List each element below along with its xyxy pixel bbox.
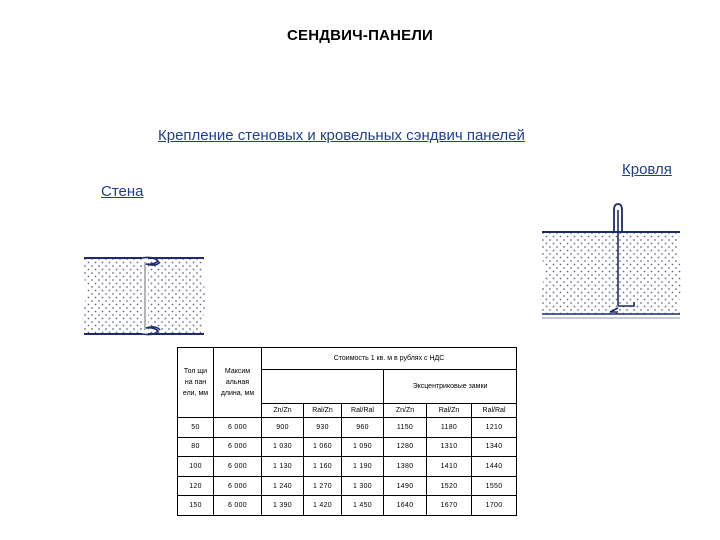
table-cell: 1 300 <box>342 476 384 496</box>
header-thickness: Тол щи на пан ели, мм <box>178 348 214 418</box>
subheader-cell: Ral/Zn <box>427 404 472 418</box>
table-cell: 1380 <box>384 457 427 477</box>
page-title: СЕНДВИЧ-ПАНЕЛИ <box>286 27 434 44</box>
table-cell: 1670 <box>427 496 472 516</box>
table-row <box>178 457 517 477</box>
table-cell: 1150 <box>384 418 427 438</box>
roof-link[interactable]: Кровля <box>622 161 672 178</box>
table-cell: 150 <box>178 496 214 516</box>
table-cell: 1340 <box>472 437 517 457</box>
table-cell: 1280 <box>384 437 427 457</box>
table-cell: 1 190 <box>342 457 384 477</box>
subheader-cell: Ral/Ral <box>472 404 517 418</box>
table-cell: 1 030 <box>262 437 304 457</box>
wall-panel-joint-drawing <box>76 250 212 346</box>
table-cell: 1 060 <box>304 437 342 457</box>
table-cell: 900 <box>262 418 304 438</box>
subheader-cell: Ral/Ral <box>342 404 384 418</box>
table-cell: 1440 <box>472 457 517 477</box>
table-cell: 80 <box>178 437 214 457</box>
table-cell: 100 <box>178 457 214 477</box>
table-cell: 1210 <box>472 418 517 438</box>
table-row <box>178 418 517 438</box>
table-cell: 120 <box>178 476 214 496</box>
subheader-cell: Zn/Zn <box>262 404 304 418</box>
table-cell: 1 160 <box>304 457 342 477</box>
fastening-subtitle-link[interactable]: Крепление стеновых и кровельных сэндвич панелей <box>158 127 525 144</box>
table-cell: 6 000 <box>214 437 262 457</box>
table-cell: 6 000 <box>214 476 262 496</box>
table-cell: 1410 <box>427 457 472 477</box>
table-cell: 930 <box>304 418 342 438</box>
wall-link[interactable]: Стена <box>101 183 144 200</box>
table-cell: 1310 <box>427 437 472 457</box>
table-cell: 1640 <box>384 496 427 516</box>
table-cell: 1 390 <box>262 496 304 516</box>
table-cell: 1 240 <box>262 476 304 496</box>
table-cell: 6 000 <box>214 457 262 477</box>
table-cell: 1 090 <box>342 437 384 457</box>
header-max-length: Максим альная длина, мм <box>214 348 262 418</box>
table-cell: 960 <box>342 418 384 438</box>
table-cell: 1550 <box>472 476 517 496</box>
table-cell: 1520 <box>427 476 472 496</box>
table-cell: 50 <box>178 418 214 438</box>
header-locks: Эксцентриковые замки <box>384 370 517 404</box>
roof-panel-joint-drawing <box>534 196 684 348</box>
table-row <box>178 476 517 496</box>
table-cell: 1 420 <box>304 496 342 516</box>
table-cell: 1700 <box>472 496 517 516</box>
subheader-cell: Zn/Zn <box>384 404 427 418</box>
table-cell: 1 130 <box>262 457 304 477</box>
price-table <box>177 347 517 516</box>
table-row <box>178 437 517 457</box>
table-cell: 6 000 <box>214 418 262 438</box>
table-row <box>178 496 517 516</box>
table-cell: 1 270 <box>304 476 342 496</box>
table-cell: 1490 <box>384 476 427 496</box>
table-cell: 6 000 <box>214 496 262 516</box>
table-cell: 1180 <box>427 418 472 438</box>
table-cell: 1 450 <box>342 496 384 516</box>
subheader-cell: Ral/Zn <box>304 404 342 418</box>
header-blank <box>262 370 384 404</box>
header-cost: Стоимость 1 кв. м в рублях с НДС <box>262 348 517 370</box>
